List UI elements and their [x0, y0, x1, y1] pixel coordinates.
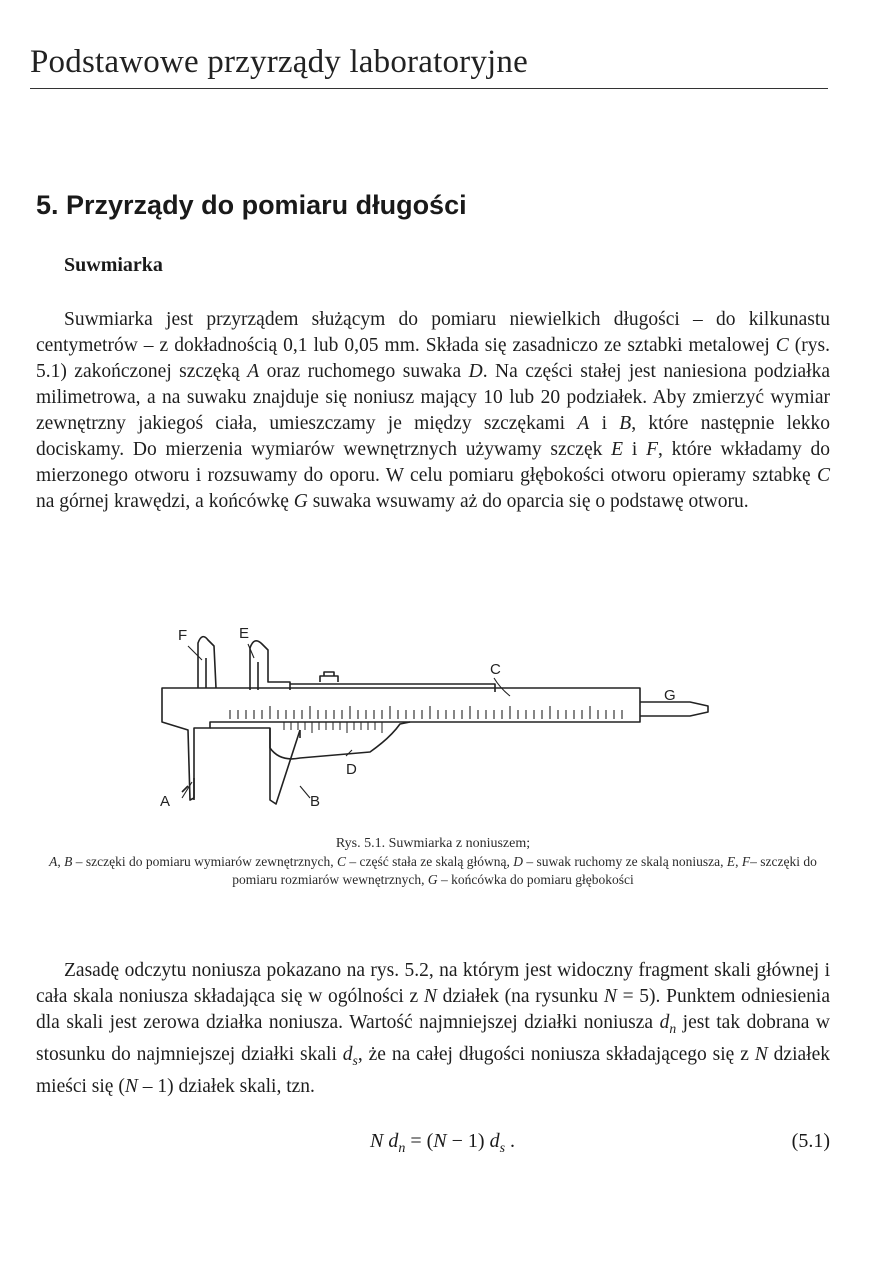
equation-5-1: N $d_n = (N - 1)$ $d_s$ . — [370, 1130, 516, 1156]
label-f: F — [178, 627, 188, 644]
label-e: E — [239, 625, 250, 642]
label-a: A — [160, 793, 171, 810]
running-header: Podstawowe przyrządy laboratoryjne — [30, 44, 528, 80]
depth-rod-g — [640, 702, 708, 716]
label-b: B — [310, 793, 321, 810]
label-c: C — [490, 661, 501, 678]
header-rule — [30, 88, 828, 89]
jaw-e — [250, 641, 290, 690]
paragraph-suwmiarka: Suwmiarka jest przyrządem służącym do pomiaru niewielkich długości – do kilkunastu centymetrów – z dokładnością 0,1 lub 0,05 mm. Składa się zasadniczo ze sztabki metalowej C (rys. 5.1) zakończonej szczęką A oraz ruchomego suwaka D. Na części stałej jest naniesiona podziałka milimetrowa, a na suwaku znajduje się noniusz mający 10 lub 20 podziałek. Aby zmierzyć wymiar zewnętrzny jakiegoś ciała, umieszczamy je między szczękami A i B, które następnie lekko dociskamy. Do mierzenia wymiarów wewnętrznych używamy szczęk E i F, które wkładamy do mierzonego otworu i rozsuwamy do oporu. W celu pomiaru głębokości otworu opieramy sztabkę C na górnej krawędzi, a końcówkę G suwaka wsuwamy aż do oparcia się o podstawę otworu. — [36, 309, 831, 512]
chapter-title: 5. Przyrządy do pomiaru długości — [36, 190, 467, 220]
vernier-scale-ticks — [284, 722, 382, 733]
label-d: D — [346, 761, 357, 778]
main-beam — [162, 688, 640, 800]
caliper-figure — [150, 618, 720, 833]
main-scale-ticks — [230, 706, 622, 719]
figure-caption: Rys. 5.1. Suwmiarka z noniuszem; A, B – szczęki do pomiaru wymiarów zewnętrznych, C – część stała ze skalą główną, D – suwak ruchomy ze skalą noniusza, E, F– szczęki do pomiaru rozmiarów wewnętrznych, G – końcówka do pomiaru głębokości — [49, 836, 817, 887]
paragraph-noniusz: Zasadę odczytu noniusza pokazano na rys. 5.2, na którym jest widoczny fragment skali głównej i cała skala noniusza składająca się w ogólności z N działek (na rysunku N = 5). Punktem odniesienia dla skali jest zerowa działka noniusza. Wartość najmniejszej działki noniusza $d_n$ jest tak dobrana w stosunku do najmniejszej działki skali $d_s$, że na całej długości noniusza składającego się z N działek mieści się (N – 1) działek skali, tzn. — [36, 960, 830, 1097]
label-g: G — [664, 687, 676, 704]
jaw-f — [198, 637, 216, 688]
lock-screw — [320, 672, 338, 682]
equation-number: (5.1) — [791, 1130, 830, 1152]
section-title: Suwmiarka — [64, 254, 163, 276]
